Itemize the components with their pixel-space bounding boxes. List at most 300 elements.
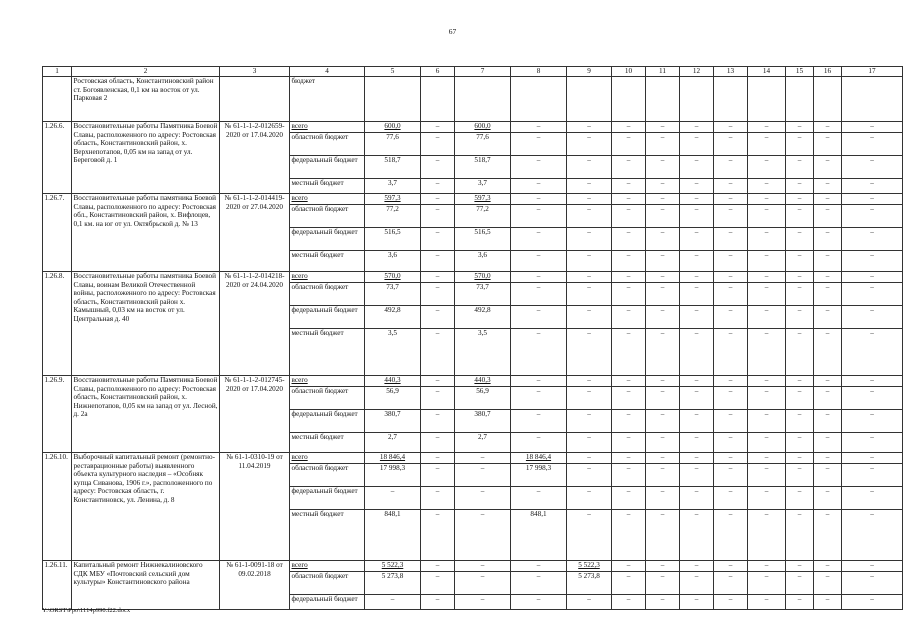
funding-source: местный бюджет xyxy=(290,510,365,561)
value-cell: 77,6 xyxy=(365,133,421,156)
dash-cell: – xyxy=(511,251,567,272)
funding-source: всего xyxy=(290,561,365,572)
dash-cell: – xyxy=(646,487,680,510)
dash-cell: – xyxy=(680,306,714,329)
funding-source: федеральный бюджет xyxy=(290,410,365,433)
value-cell: 5 273,8 xyxy=(365,572,421,595)
funding-source: всего xyxy=(290,194,365,205)
dash-cell: – xyxy=(714,122,748,133)
column-number-header: 16 xyxy=(814,67,842,77)
value-cell xyxy=(455,77,511,122)
dash-cell: – xyxy=(714,376,748,387)
dash-cell: – xyxy=(714,228,748,251)
dash-cell: – xyxy=(511,595,567,610)
dash-cell: – xyxy=(748,228,786,251)
table-header-row xyxy=(43,67,903,77)
dash-cell: – xyxy=(714,433,748,453)
dash-cell: – xyxy=(714,329,748,376)
table-row xyxy=(43,77,903,122)
value-cell: 5 522,3 xyxy=(567,561,612,572)
value-cell xyxy=(612,77,646,122)
value-cell: – xyxy=(365,487,421,510)
dash-cell: – xyxy=(714,251,748,272)
dash-cell: – xyxy=(612,133,646,156)
value-cell: 77,2 xyxy=(365,205,421,228)
dash-cell: – xyxy=(567,283,612,306)
dash-cell: – xyxy=(511,194,567,205)
value-cell: 2,7 xyxy=(455,433,511,453)
dash-cell: – xyxy=(748,306,786,329)
dash-cell: – xyxy=(748,410,786,433)
dash-cell: – xyxy=(646,572,680,595)
dash-cell: – xyxy=(421,251,455,272)
dash-cell: – xyxy=(511,228,567,251)
dash-cell: – xyxy=(680,329,714,376)
dash-cell: – xyxy=(567,387,612,410)
dash-cell: – xyxy=(567,453,612,464)
value-cell: 17 998,3 xyxy=(511,464,567,487)
value-cell: 600,0 xyxy=(455,122,511,133)
value-cell xyxy=(421,77,455,122)
value-cell: 600,0 xyxy=(365,122,421,133)
dash-cell: – xyxy=(680,433,714,453)
dash-cell: – xyxy=(421,194,455,205)
dash-cell: – xyxy=(814,306,842,329)
value-cell xyxy=(567,77,612,122)
value-cell xyxy=(814,77,842,122)
dash-cell: – xyxy=(842,433,903,453)
dash-cell: – xyxy=(421,510,455,561)
dash-cell: – xyxy=(842,561,903,572)
dash-cell: – xyxy=(748,487,786,510)
value-cell: 5 273,8 xyxy=(567,572,612,595)
table-row xyxy=(43,272,903,283)
dash-cell: – xyxy=(748,194,786,205)
dash-cell: – xyxy=(814,272,842,283)
value-cell: 56,9 xyxy=(365,387,421,410)
dash-cell: – xyxy=(421,205,455,228)
funding-source: местный бюджет xyxy=(290,179,365,194)
dash-cell: – xyxy=(646,122,680,133)
value-cell xyxy=(511,77,567,122)
dash-cell: – xyxy=(814,329,842,376)
dash-cell: – xyxy=(842,376,903,387)
dash-cell: – xyxy=(786,572,814,595)
dash-cell: – xyxy=(814,228,842,251)
dash-cell: – xyxy=(814,376,842,387)
dash-cell: – xyxy=(842,329,903,376)
dash-cell: – xyxy=(646,194,680,205)
funding-source: федеральный бюджет xyxy=(290,595,365,610)
dash-cell: – xyxy=(455,464,511,487)
dash-cell: – xyxy=(814,179,842,194)
value-cell: 3,6 xyxy=(455,251,511,272)
dash-cell: – xyxy=(714,179,748,194)
document-number: № 61-1-1-2-014419-2020 от 27.04.2020 xyxy=(220,194,290,272)
funding-source: областной бюджет xyxy=(290,205,365,228)
dash-cell: – xyxy=(842,453,903,464)
dash-cell: – xyxy=(646,272,680,283)
funding-source: местный бюджет xyxy=(290,433,365,453)
column-number-header: 6 xyxy=(421,67,455,77)
dash-cell: – xyxy=(786,510,814,561)
funding-source: всего xyxy=(290,453,365,464)
dash-cell: – xyxy=(421,453,455,464)
value-cell: 77,2 xyxy=(455,205,511,228)
column-number-header: 3 xyxy=(220,67,290,77)
dash-cell: – xyxy=(842,194,903,205)
dash-cell: – xyxy=(714,283,748,306)
dash-cell: – xyxy=(421,464,455,487)
funding-source: федеральный бюджет xyxy=(290,487,365,510)
dash-cell: – xyxy=(814,595,842,610)
dash-cell: – xyxy=(748,205,786,228)
dash-cell: – xyxy=(421,283,455,306)
funding-source: бюджет xyxy=(290,77,365,122)
dash-cell: – xyxy=(786,329,814,376)
dash-cell: – xyxy=(680,561,714,572)
value-cell: 518,7 xyxy=(365,156,421,179)
dash-cell: – xyxy=(421,133,455,156)
dash-cell: – xyxy=(786,272,814,283)
dash-cell: – xyxy=(786,595,814,610)
dash-cell: – xyxy=(421,376,455,387)
dash-cell: – xyxy=(786,453,814,464)
dash-cell: – xyxy=(680,453,714,464)
dash-cell: – xyxy=(421,387,455,410)
dash-cell: – xyxy=(842,387,903,410)
dash-cell: – xyxy=(612,205,646,228)
dash-cell: – xyxy=(612,251,646,272)
dash-cell: – xyxy=(612,156,646,179)
dash-cell: – xyxy=(612,561,646,572)
dash-cell: – xyxy=(842,595,903,610)
dash-cell: – xyxy=(842,179,903,194)
table-row xyxy=(43,194,903,205)
dash-cell: – xyxy=(748,572,786,595)
value-cell: 73,7 xyxy=(455,283,511,306)
dash-cell: – xyxy=(612,433,646,453)
value-cell: 440,3 xyxy=(365,376,421,387)
value-cell: 73,7 xyxy=(365,283,421,306)
value-cell: 3,6 xyxy=(365,251,421,272)
dash-cell: – xyxy=(714,464,748,487)
dash-cell: – xyxy=(612,572,646,595)
dash-cell: – xyxy=(421,329,455,376)
column-number-header: 10 xyxy=(612,67,646,77)
dash-cell: – xyxy=(646,179,680,194)
dash-cell: – xyxy=(511,272,567,283)
dash-cell: – xyxy=(714,510,748,561)
dash-cell: – xyxy=(786,433,814,453)
value-cell: 516,5 xyxy=(455,228,511,251)
dash-cell: – xyxy=(786,487,814,510)
dash-cell: – xyxy=(612,487,646,510)
dash-cell: – xyxy=(814,194,842,205)
dash-cell: – xyxy=(714,272,748,283)
dash-cell: – xyxy=(786,122,814,133)
dash-cell: – xyxy=(814,410,842,433)
value-cell: 17 998,3 xyxy=(365,464,421,487)
dash-cell: – xyxy=(646,329,680,376)
value-cell: 516,5 xyxy=(365,228,421,251)
dash-cell: – xyxy=(842,306,903,329)
item-number: 1.26.7. xyxy=(43,194,72,272)
dash-cell: – xyxy=(842,205,903,228)
dash-cell: – xyxy=(680,487,714,510)
dash-cell: – xyxy=(748,464,786,487)
value-cell: 3,5 xyxy=(365,329,421,376)
dash-cell: – xyxy=(814,283,842,306)
dash-cell: – xyxy=(646,251,680,272)
dash-cell: – xyxy=(786,133,814,156)
dash-cell: – xyxy=(748,329,786,376)
dash-cell: – xyxy=(748,122,786,133)
dash-cell: – xyxy=(680,205,714,228)
value-cell: 570,0 xyxy=(455,272,511,283)
funding-source: федеральный бюджет xyxy=(290,306,365,329)
dash-cell: – xyxy=(646,453,680,464)
dash-cell: – xyxy=(714,194,748,205)
dash-cell: – xyxy=(786,387,814,410)
dash-cell: – xyxy=(511,122,567,133)
dash-cell: – xyxy=(814,133,842,156)
dash-cell: – xyxy=(421,306,455,329)
item-number: 1.26.11. xyxy=(43,561,72,610)
dash-cell: – xyxy=(714,156,748,179)
dash-cell: – xyxy=(567,272,612,283)
dash-cell: – xyxy=(680,122,714,133)
column-number-header: 5 xyxy=(365,67,421,77)
dash-cell: – xyxy=(786,410,814,433)
dash-cell: – xyxy=(567,194,612,205)
item-number: 1.26.6. xyxy=(43,122,72,194)
dash-cell: – xyxy=(680,228,714,251)
item-number-cell xyxy=(43,77,72,122)
document-cell xyxy=(220,77,290,122)
table-row xyxy=(43,561,903,572)
dash-cell: – xyxy=(612,464,646,487)
value-cell: 18 846,4 xyxy=(365,453,421,464)
value-cell: 380,7 xyxy=(365,410,421,433)
dash-cell: – xyxy=(748,595,786,610)
value-cell xyxy=(842,77,903,122)
dash-cell: – xyxy=(646,376,680,387)
dash-cell: – xyxy=(842,487,903,510)
dash-cell: – xyxy=(612,453,646,464)
column-number-header: 8 xyxy=(511,67,567,77)
document-number: № 61-1-1-2-012745-2020 от 17.04.2020 xyxy=(220,376,290,453)
dash-cell: – xyxy=(567,464,612,487)
dash-cell: – xyxy=(814,453,842,464)
dash-cell: – xyxy=(748,510,786,561)
item-number: 1.26.8. xyxy=(43,272,72,376)
dash-cell: – xyxy=(680,283,714,306)
dash-cell: – xyxy=(786,194,814,205)
funding-source: федеральный бюджет xyxy=(290,228,365,251)
funding-source: областной бюджет xyxy=(290,133,365,156)
dash-cell: – xyxy=(612,306,646,329)
column-number-header: 2 xyxy=(72,67,220,77)
dash-cell: – xyxy=(814,433,842,453)
dash-cell: – xyxy=(567,376,612,387)
column-number-header: 17 xyxy=(842,67,903,77)
dash-cell: – xyxy=(814,251,842,272)
dash-cell: – xyxy=(646,595,680,610)
dash-cell: – xyxy=(455,595,511,610)
dash-cell: – xyxy=(567,329,612,376)
dash-cell: – xyxy=(714,410,748,433)
dash-cell: – xyxy=(567,133,612,156)
dash-cell: – xyxy=(748,133,786,156)
dash-cell: – xyxy=(748,433,786,453)
dash-cell: – xyxy=(748,156,786,179)
dash-cell: – xyxy=(680,179,714,194)
column-number-header: 7 xyxy=(455,67,511,77)
dash-cell: – xyxy=(680,272,714,283)
dash-cell: – xyxy=(646,433,680,453)
dash-cell: – xyxy=(842,122,903,133)
value-cell: 848,1 xyxy=(365,510,421,561)
dash-cell: – xyxy=(748,251,786,272)
dash-cell: – xyxy=(511,133,567,156)
funding-source: федеральный бюджет xyxy=(290,156,365,179)
dash-cell: – xyxy=(455,453,511,464)
dash-cell: – xyxy=(714,205,748,228)
dash-cell: – xyxy=(814,122,842,133)
dash-cell: – xyxy=(842,251,903,272)
dash-cell: – xyxy=(814,464,842,487)
dash-cell: – xyxy=(680,410,714,433)
dash-cell: – xyxy=(421,433,455,453)
funding-source: местный бюджет xyxy=(290,329,365,376)
dash-cell: – xyxy=(511,156,567,179)
item-description: Ростовская область, Константиновский район ст. Богоявленская, 0,1 км на восток от ул. Парковая 2 xyxy=(72,77,220,122)
value-cell: 3,5 xyxy=(455,329,511,376)
dash-cell: – xyxy=(646,133,680,156)
footer-file-path: Y:\ORST\Ppo\1114p990.f22.docx xyxy=(42,607,131,614)
value-cell: 570,0 xyxy=(365,272,421,283)
dash-cell: – xyxy=(842,410,903,433)
dash-cell: – xyxy=(421,561,455,572)
value-cell: – xyxy=(365,595,421,610)
dash-cell: – xyxy=(748,376,786,387)
document-number: № 61-1-1-2-012659-2020 от 17.04.2020 xyxy=(220,122,290,194)
dash-cell: – xyxy=(680,595,714,610)
column-number-header: 9 xyxy=(567,67,612,77)
dash-cell: – xyxy=(646,156,680,179)
value-cell xyxy=(748,77,786,122)
dash-cell: – xyxy=(680,464,714,487)
document-number: № 61-1-1-2-014218-2020 от 24.04.2020 xyxy=(220,272,290,376)
dash-cell: – xyxy=(646,228,680,251)
funding-source: всего xyxy=(290,122,365,133)
dash-cell: – xyxy=(421,272,455,283)
funding-source: всего xyxy=(290,376,365,387)
value-cell: 597,3 xyxy=(365,194,421,205)
dash-cell: – xyxy=(567,410,612,433)
dash-cell: – xyxy=(714,133,748,156)
value-cell: 492,8 xyxy=(455,306,511,329)
dash-cell: – xyxy=(786,179,814,194)
dash-cell: – xyxy=(646,464,680,487)
dash-cell: – xyxy=(567,228,612,251)
dash-cell: – xyxy=(714,387,748,410)
dash-cell: – xyxy=(511,376,567,387)
dash-cell: – xyxy=(748,272,786,283)
dash-cell: – xyxy=(748,179,786,194)
dash-cell: – xyxy=(646,306,680,329)
dash-cell: – xyxy=(511,329,567,376)
dash-cell: – xyxy=(567,487,612,510)
dash-cell: – xyxy=(511,572,567,595)
dash-cell: – xyxy=(567,156,612,179)
funding-source: местный бюджет xyxy=(290,251,365,272)
column-number-header: 13 xyxy=(714,67,748,77)
dash-cell: – xyxy=(455,487,511,510)
dash-cell: – xyxy=(680,133,714,156)
value-cell xyxy=(365,77,421,122)
value-cell: 56,9 xyxy=(455,387,511,410)
dash-cell: – xyxy=(421,122,455,133)
dash-cell: – xyxy=(567,122,612,133)
dash-cell: – xyxy=(421,179,455,194)
dash-cell: – xyxy=(680,572,714,595)
dash-cell: – xyxy=(786,205,814,228)
dash-cell: – xyxy=(421,228,455,251)
dash-cell: – xyxy=(714,595,748,610)
dash-cell: – xyxy=(612,410,646,433)
dash-cell: – xyxy=(511,306,567,329)
dash-cell: – xyxy=(612,510,646,561)
item-description: Восстановительные работы Памятника Боевой Славы, расположенного по адресу: Ростовская область, Константиновский район, х. Верхнепотапов, 0,05 км на запад от ул. Береговой д. 1 xyxy=(72,122,220,194)
dash-cell: – xyxy=(680,156,714,179)
document-number: № 61-1-0310-19 от 11.04.2019 xyxy=(220,453,290,561)
item-number: 1.26.9. xyxy=(43,376,72,453)
value-cell: 440,3 xyxy=(455,376,511,387)
funding-source: всего xyxy=(290,272,365,283)
dash-cell: – xyxy=(748,283,786,306)
dash-cell: – xyxy=(612,122,646,133)
table-row xyxy=(43,376,903,387)
dash-cell: – xyxy=(567,433,612,453)
dash-cell: – xyxy=(714,306,748,329)
value-cell xyxy=(786,77,814,122)
dash-cell: – xyxy=(680,194,714,205)
item-number: 1.26.10. xyxy=(43,453,72,561)
dash-cell: – xyxy=(511,387,567,410)
dash-cell: – xyxy=(421,410,455,433)
dash-cell: – xyxy=(842,283,903,306)
column-number-header: 15 xyxy=(786,67,814,77)
dash-cell: – xyxy=(680,510,714,561)
column-number-header: 14 xyxy=(748,67,786,77)
dash-cell: – xyxy=(646,410,680,433)
dash-cell: – xyxy=(814,561,842,572)
page-number: 67 xyxy=(448,27,457,36)
value-cell: 3,7 xyxy=(455,179,511,194)
column-number-header: 4 xyxy=(290,67,365,77)
value-cell: 5 522,3 xyxy=(365,561,421,572)
dash-cell: – xyxy=(786,464,814,487)
dash-cell: – xyxy=(421,572,455,595)
dash-cell: – xyxy=(786,306,814,329)
value-cell: 597,3 xyxy=(455,194,511,205)
dash-cell: – xyxy=(814,387,842,410)
dash-cell: – xyxy=(748,387,786,410)
dash-cell: – xyxy=(786,561,814,572)
dash-cell: – xyxy=(567,205,612,228)
